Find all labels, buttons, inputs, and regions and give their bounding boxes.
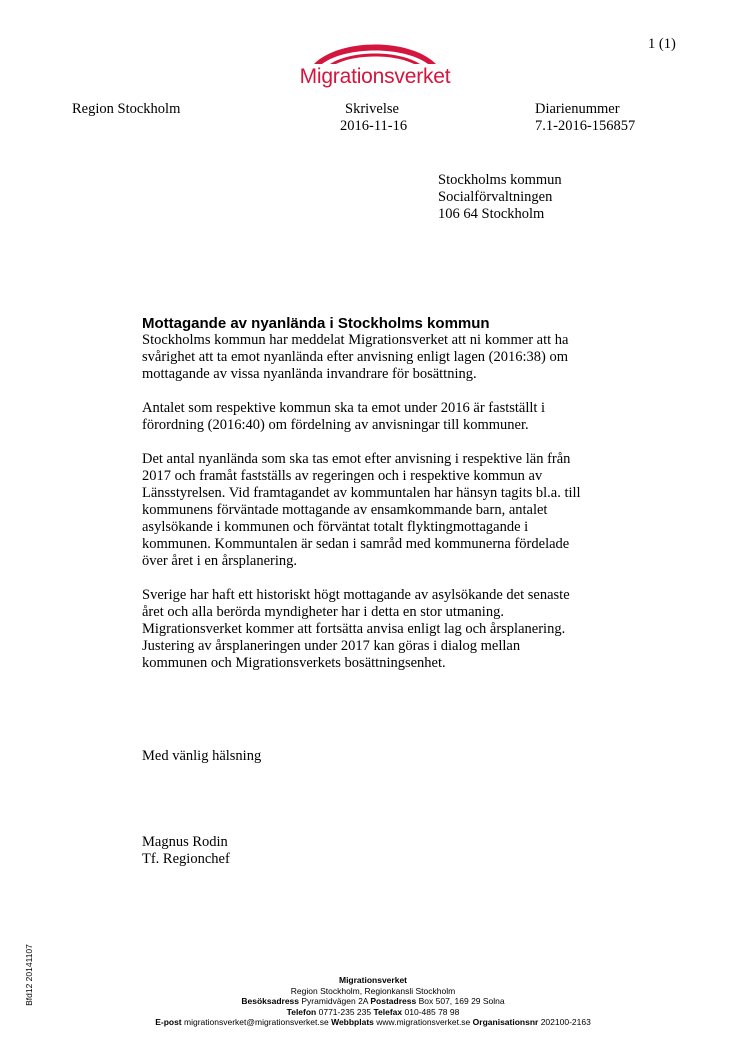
recipient-line: Socialförvaltningen (438, 189, 553, 205)
region-name: Region Stockholm (72, 101, 181, 117)
email-label: E-post (155, 1017, 182, 1027)
recipient-line: 106 64 Stockholm (438, 206, 545, 222)
recipient-address (438, 172, 562, 223)
registration-number-value: 7.1-2016-156857 (535, 118, 636, 134)
website-label: Webbplats (331, 1017, 374, 1027)
footer-org: Migrationsverket (338, 975, 408, 985)
form-code: Bfd12 20141107 (24, 944, 34, 1006)
fax-value: 010-485 78 98 (404, 1006, 460, 1017)
fax-label: Telefax (373, 1006, 403, 1017)
visit-address-value: Pyramidvägen 2A (301, 996, 369, 1006)
footer-address-line (0, 996, 746, 1007)
website-value[interactable]: www.migrationsverket.se (376, 1017, 471, 1027)
phone-label: Telefon (286, 1006, 317, 1017)
org-number-value: 202100-2163 (540, 1017, 591, 1027)
recipient-line: Stockholms kommun (438, 172, 562, 188)
footer-phone-line (0, 1007, 746, 1018)
footer-unit: Region Stockholm, Regionkansli Stockholm (290, 985, 456, 996)
footer-contact-line (0, 1017, 746, 1028)
logo-text: Migrationsverket (299, 65, 451, 88)
document-date: 2016-11-16 (340, 118, 408, 134)
closing-greeting: Med vänlig hälsning (142, 748, 262, 764)
body-paragraph: Stockholms kommun har meddelat Migrationsverket att ni kommer att ha svårighet att ta emot nyanlända efter anvisning enligt lagen (2016:38) om mottagande av vissa nyanlända invandrare för bosättning. (142, 332, 569, 382)
body-paragraph: Antalet som respektive kommun ska ta emot under 2016 är fastställt i förordning (2016:40) om fördelning av anvisningar till kommuner. (142, 400, 546, 433)
email-value[interactable]: migrationsverket@migrationsverket.se (184, 1017, 329, 1027)
postal-address-label: Postadress (370, 996, 417, 1006)
signatory-name: Magnus Rodin (142, 834, 228, 850)
phone-value: 0771-235 235 (318, 1006, 372, 1017)
postal-address-value: Box 507, 169 29 Solna (418, 996, 505, 1006)
org-number-label: Organisationsnr (472, 1017, 539, 1027)
letter-body (142, 332, 612, 689)
migrationsverket-logo (290, 34, 460, 94)
document-type: Skrivelse (345, 101, 399, 117)
logo-arch-icon (290, 34, 460, 68)
visit-address-label: Besöksadress (241, 996, 300, 1006)
registration-number-label: Diarienummer (535, 101, 620, 117)
body-paragraph: Det antal nyanlända som ska tas emot efter anvisning i respektive län från 2017 och framåt fastställs av regeringen och i respektive kommun av Länsstyrelsen. Vid framtagandet av kommuntalen har hänsyn tagits bl.a. till kommunens förväntade mottagande av ensamkommande barn, antalet asylsökande i kommunen och förväntat totalt flyktingmottagande i kommunen. Kommuntalen är sedan i samråd med kommunerna fördelade över året i en årsplanering. (142, 451, 581, 569)
footer (0, 975, 746, 1028)
page-number: 1 (1) (648, 36, 676, 52)
subject-heading: Mottagande av nyanlända i Stockholms kommun (142, 315, 490, 332)
body-paragraph: Sverige har haft ett historiskt högt mottagande av asylsökande det senaste året och alla berörda myndigheter har i detta en stor utmaning. Migrationsverket kommer att fortsätta anvisa enligt lag och årsplanering. Justering av årsplaneringen under 2017 kan göras i dialog mellan kommunen och Migrationsverkets bosättningsenhet. (142, 587, 570, 671)
signatory-title: Tf. Regionchef (142, 851, 230, 867)
